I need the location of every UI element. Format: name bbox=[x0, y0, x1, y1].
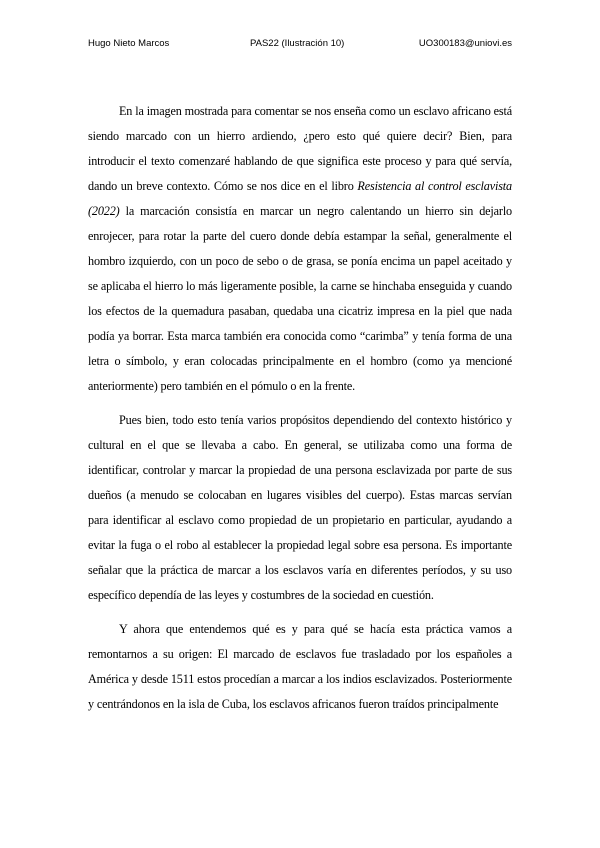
paragraph-2: Pues bien, todo esto tenía varios propósitos dependiendo del contexto histórico y cultural en el que se llevaba a cabo. En general, se utilizaba como una forma de identificar, controlar y marcar la propiedad de una persona esclavizada por parte de sus dueños (a menudo se colocaban en lugares visibles del cuerpo). Estas marcas servían para identificar al esclavo como propiedad de un propietario en particular, ayudando a evitar la fuga o el robo al establecer la propiedad legal sobre esa persona. Es importante señalar que la práctica de marcar a los esclavos varía en diferentes períodos, y su uso específico dependía de las leyes y costumbres de la sociedad en cuestión. bbox=[88, 413, 512, 602]
header-title: PAS22 (Ilustración 10) bbox=[250, 38, 345, 49]
document-body bbox=[88, 99, 512, 717]
page-header bbox=[88, 38, 512, 52]
paragraph-1 bbox=[88, 99, 512, 399]
book-title: Resistencia al control esclavista (2022) bbox=[88, 179, 512, 218]
paragraph-3: Y ahora que entendemos qué es y para qué se hacía esta práctica vamos a remontarnos a su origen: El marcado de esclavos fue trasladado por los españoles a América y desde 1511 estos procedían a marcar a los indios esclavizados. Posteriormente y centrándonos en la isla de Cuba, los esclavos africanos fueron traídos principalmente bbox=[88, 622, 512, 711]
paragraph-1-text-a: En la imagen mostrada para comentar se nos enseña como un esclavo africano está siendo marcado con un hierro ardiendo, ¿pero esto qué quiere decir? Bien, para introducir el texto comenzaré hablando de que significa este proceso y para qué servía, dando un breve contexto. Cómo se nos dice en el libro bbox=[88, 104, 512, 193]
header-email: UO300183@uniovi.es bbox=[418, 38, 512, 49]
header-author: Hugo Nieto Marcos bbox=[88, 38, 170, 49]
paragraph-1-text-b: la marcación consistía en marcar un negro calentando un hierro sin dejarlo enrojecer, para rotar la parte del cuero donde debía estampar la señal, generalmente el hombro izquierdo, con un poco de sebo o de grasa, se ponía encima un papel aceitado y se aplicaba el hierro lo más ligeramente posible, la carne se hinchaba enseguida y cuando los efectos de la quemadura pasaban, quedaba una cicatriz impresa en la piel que nada podía ya borrar. Esta marca también era conocida como “carimba” y tenía forma de una letra o símbolo, y eran colocadas principalmente en el hombro (como ya mencioné anteriormente) pero también en el pómulo o en la frente. bbox=[88, 204, 512, 393]
